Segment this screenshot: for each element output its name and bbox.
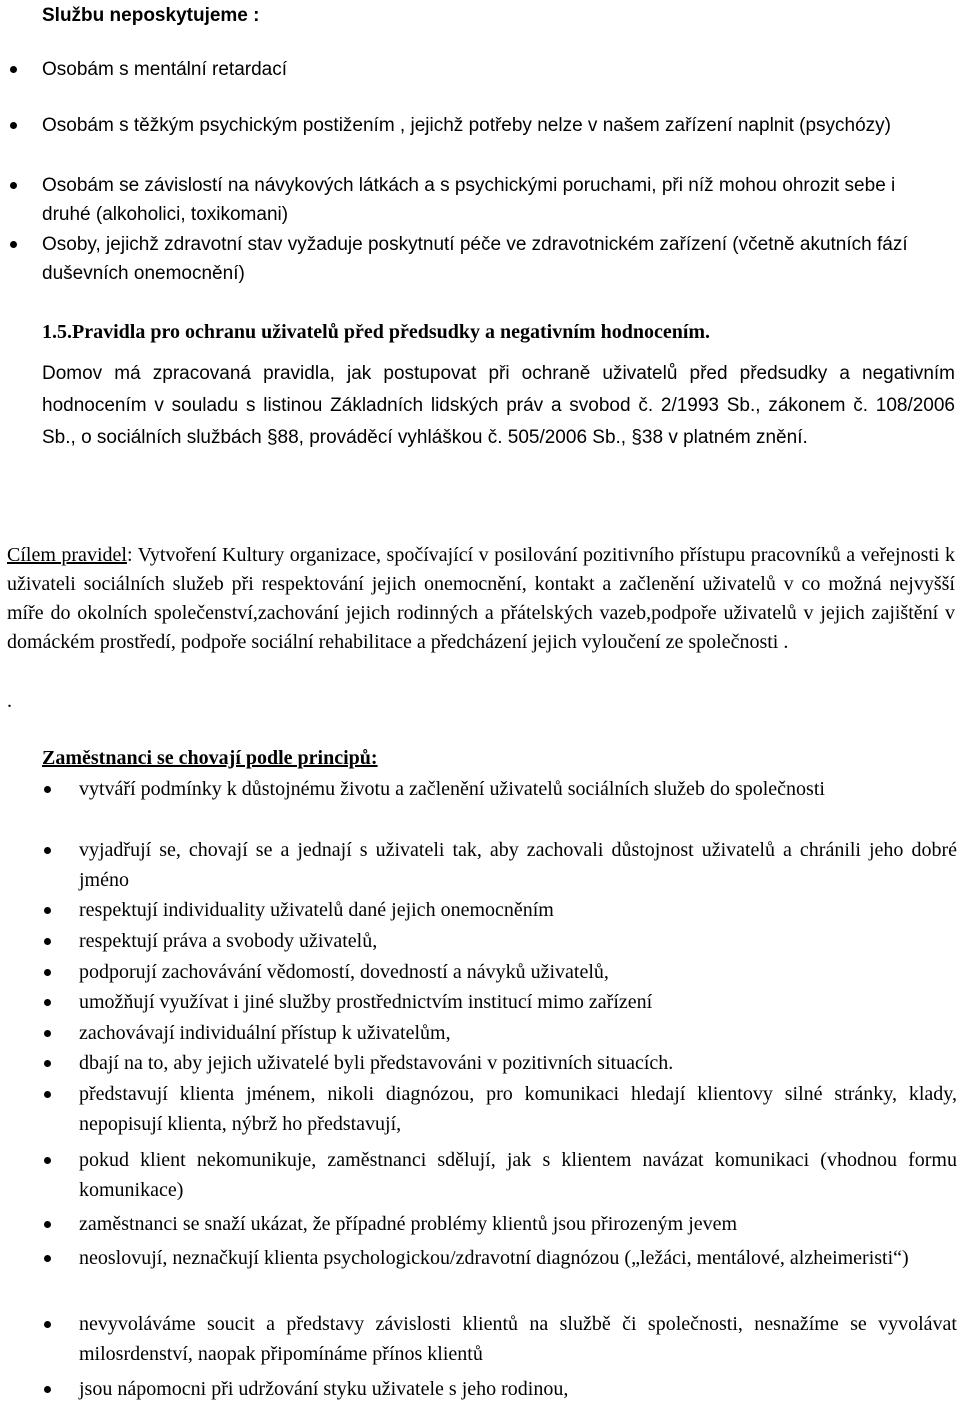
list-item-text: zachovávají individuální přístup k uživatelům, [79,1022,451,1044]
bullet-icon [44,907,51,914]
list-item [0,1145,960,1205]
bullet-icon [44,1221,51,1228]
goal-paragraph [7,541,955,657]
list-item-text: Osobám se závislostí na návykových látkách a s psychickými poruchami, při níž mohou ohrozit sebe i druhé (alkoholici, toxikomani) [42,175,896,225]
bullet-icon [44,847,51,854]
list-item-text: zaměstnanci se snaží ukázat, že případné problémy klientů jsou přirozeným jevem [79,1213,738,1235]
list-item-text: nevyvoláváme soucit a představy závislosti klientů na službě či společnosti, nesnažíme se vyvolávat milosrdenství, naopak připomínáme přínos klientů [79,1313,957,1365]
section-paragraph: Domov má zpracovaná pravidla, jak postupovat při ochraně uživatelů před předsudky a negativním hodnocením v souladu s listinou Základních lidských práv a svobod č. 2/1993 Sb., zákonem č. 108/2006 Sb., o sociálních službách §88, prováděcí vyhláškou č. 505/2006 Sb., §38 v platném znění. [42,363,955,448]
list-item [0,230,960,288]
list-item [0,171,960,229]
list-item-text: dbají na to, aby jejich uživatelé byli představováni v pozitivních situacích. [79,1052,674,1074]
goal-label: Cílem pravidel [7,544,127,566]
list-item [0,957,960,987]
heading-not-provided: Službu neposkytujeme : [42,5,260,26]
stray-dot: . [7,690,12,712]
list-item-text: Osobám s mentální retardací [42,59,287,80]
list-item-text: představují klienta jménem, nikoli diagnózou, pro komunikaci hledají klientovy silné stránky, klady, nepopisují klienta, nýbrž ho představují, [79,1083,957,1135]
list-item [0,55,960,85]
list-item-text: Osoby, jejichž zdravotní stav vyžaduje poskytnutí péče ve zdravotnickém zařízení (včetně akutních fází duševních onemocnění) [42,234,908,284]
section-title: 1.5.Pravidla pro ochranu uživatelů před předsudky a negativním hodnocením. [42,321,711,343]
bullet-icon [10,241,17,248]
bullet-icon [44,999,51,1006]
list-item [0,774,960,834]
list-item-text: jsou nápomocni při udržování styku uživatele s jeho rodinou, [79,1378,569,1400]
bullet-icon [44,1060,51,1067]
bullet-icon [44,1091,51,1098]
bullet-icon [10,122,17,129]
list-item-text: umožňují využívat i jiné služby prostřednictvím institucí mimo zařízení [79,991,653,1013]
bullet-icon [44,969,51,976]
list-item-text: respektují práva a svobody uživatelů, [79,930,378,952]
list-item [0,1209,960,1239]
bullet-icon [10,182,17,189]
bullet-icon [44,938,51,945]
list-item-text: neoslovují, neznačkují klienta psychologickou/zdravotní diagnózou („ležáci, mentálové, alzheimeristi“) [79,1247,909,1269]
list-item [0,895,960,925]
bullet-icon [44,1321,51,1328]
list-item [0,111,960,169]
list-item [0,1018,960,1048]
employees-title: Zaměstnanci se chovají podle principů: [42,747,378,769]
list-item-text: podporují zachovávání vědomostí, dovedností a návyků uživatelů, [79,961,609,983]
bullet-icon [44,1157,51,1164]
list-item [0,1309,960,1369]
list-item-text: Osobám s těžkým psychickým postižením , jejichž potřeby nelze v našem zařízení naplnit (psychózy) [42,115,891,136]
list-item [0,987,960,1017]
bullet-icon [10,66,17,73]
list-item-text: vyjadřují se, chovají se a jednají s uživateli tak, aby zachovali důstojnost uživatelů a chránili jeho dobré jméno [79,839,957,891]
goal-text: Vytvoření Kultury organizace, spočívající v posilování pozitivního přístupu pracovníků a veřejnosti k uživateli sociálních služeb při respektování jejich onemocnění, kontakt a začlenění uživatelů v co možná nejvyšší míře do okolních společenství,zachování jejich rodinných a přátelských vazeb,podpoře uživatelů v jejich zajištění v domáckém prostředí, podpoře sociální rehabilitace a předcházení jejich vyloučení ze společnosti . [7,544,955,653]
bullet-icon [44,786,51,793]
goal-colon: : [126,544,133,566]
list-item [0,1374,960,1404]
list-item [0,926,960,956]
bullet-icon [44,1030,51,1037]
bullet-icon [44,1386,51,1393]
list-item-text: pokud klient nekomunikuje, zaměstnanci sdělují, jak s klientem navázat komunikaci (vhodnou formu komunikace) [79,1149,957,1201]
list-item [0,1048,960,1078]
list-item [0,1079,960,1139]
list-item [0,1243,960,1303]
list-item-text: vytváří podmínky k důstojnému životu a začlenění uživatelů sociálních služeb do společnosti [79,778,825,800]
bullet-icon [44,1255,51,1262]
list-item-text: respektují individuality uživatelů dané jejich onemocněním [79,899,554,921]
list-item [0,835,960,895]
